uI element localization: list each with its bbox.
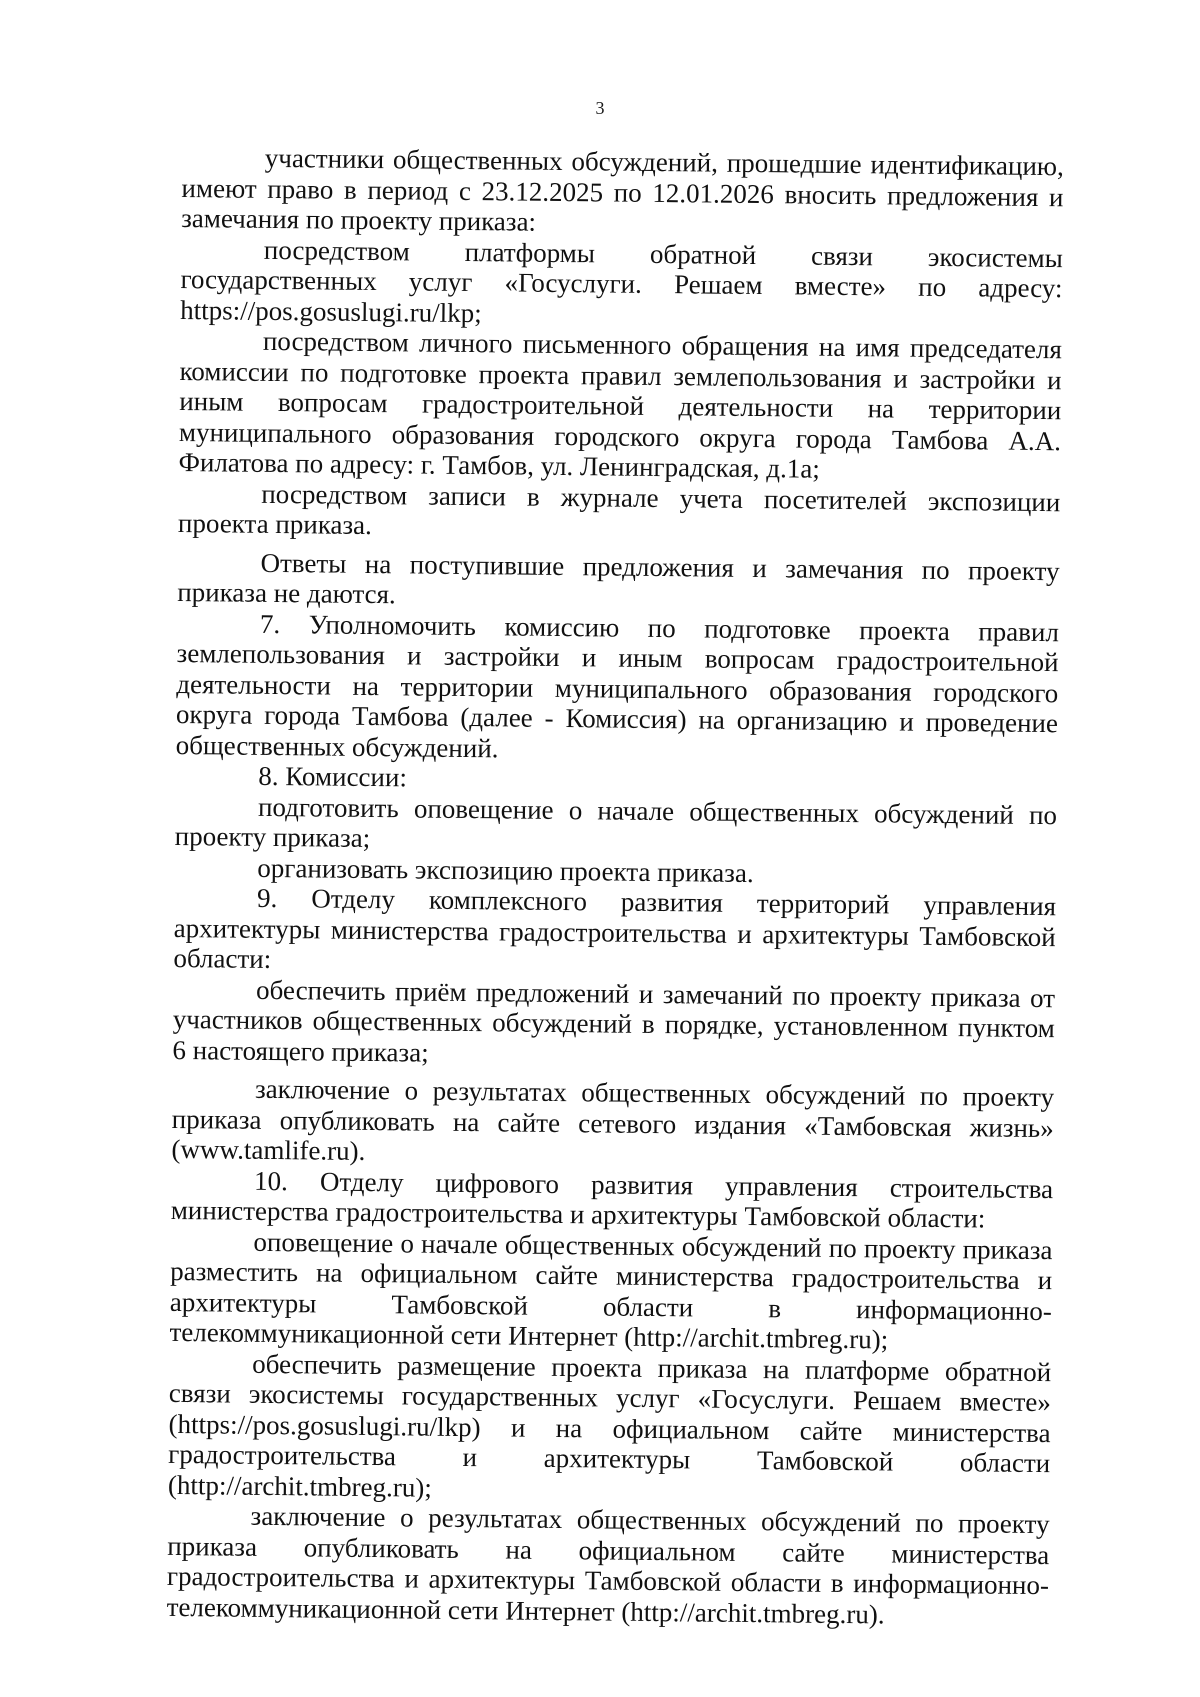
paragraph-post-notice: оповещение о начале общественных обсуждений по проекту приказа разместить на официальном сайте министерства градостроительства и архитектуры Тамбовской области в информационно-телекоммуникационной сети Интернет (http://archit.tmbreg.ru); [169, 1226, 1053, 1355]
paragraph-organize-exposition: организовать экспозицию проекта приказа. [257, 852, 754, 888]
paragraph-via-journal: посредством записи в журнале учета посетителей экспозиции проекта приказа. [177, 478, 1061, 541]
page-number: 3 [595, 98, 605, 118]
paragraph-participants-rights: участники общественных обсуждений, прошедшие идентификацию, имеют право в период с 23.12.2025 по 12.01.2026 вносить предложения и замечания по проекту приказа: [181, 142, 1064, 237]
paragraph-prepare-notice: подготовить оповещение о начале общественных обсуждений по проекту приказа; [174, 791, 1058, 854]
paragraph-publish-conclusion-site: заключение о результатах общественных обсуждений по проекту приказа опубликовать на официальном сайте министерства градостроительства и архитектуры Тамбовской области в информационно-телекоммуникационной сети Интернет (http://archit.tmbreg.ru). [166, 1500, 1050, 1629]
paragraph-publish-conclusion-tamlife: заключение о результатах общественных обсуждений по проекту приказа опубликовать на сайте сетевого издания «Тамбовская жизнь» (www.tamlife.ru). [171, 1073, 1055, 1166]
paragraph-item-7: 7. Уполномочить комиссию по подготовке проекта правил землепользования и застройки и иным вопросам градостроительной деятельности на территории муниципального образования городского округа города Тамбова (далее - Комиссия) на организацию и проведение общественных обсуждений. [175, 608, 1060, 763]
paragraph-via-letter: посредством личного письменного обращения на имя председателя комиссии по подготовке проекта правил землепользования и застройки и иным вопросам градостроительной деятельности на территории муниципального образования городского округа города Тамбова А.А. Филатова по адресу: г. Тамбов, ул. Ленинградская, д.1а; [178, 325, 1063, 484]
paragraph-no-answers: Ответы на поступившие предложения и замечания по проекту приказа не даются. [177, 547, 1060, 610]
paragraph-item-9: 9. Отделу комплексного развития территорий управления архитектуры министерства градостроительства и архитектуры Тамбовской области: [173, 882, 1057, 974]
paragraph-item-10: 10. Отделу цифрового развития управления строительства министерства градостроительства и архитектуры Тамбовской области: [170, 1165, 1054, 1234]
paragraph-place-project: обеспечить размещение проекта приказа на платформе обратной связи экосистемы государственных услуг «Госуслуги. Решаем вместе» (https://pos.gosuslugi.ru/lkp) и на официальном сайте министерства градостроительства и архитектуры Тамбовской области (http://archit.tmbreg.ru); [167, 1348, 1052, 1503]
paragraph-accept-proposals: обеспечить приём предложений и замечаний по проекту приказа от участников общественных обсуждений в порядке, установленном пунктом 6 настоящего приказа; [172, 974, 1056, 1068]
document-body [167, 142, 1064, 1631]
paragraph-item-8: 8. Комиссии: [258, 760, 408, 793]
paragraph-via-platform: посредством платформы обратной связи экосистемы государственных услуг «Госуслуги. Решаем вместе» по адресу: https://pos.gosuslugi.ru/lkp; [180, 234, 1063, 328]
